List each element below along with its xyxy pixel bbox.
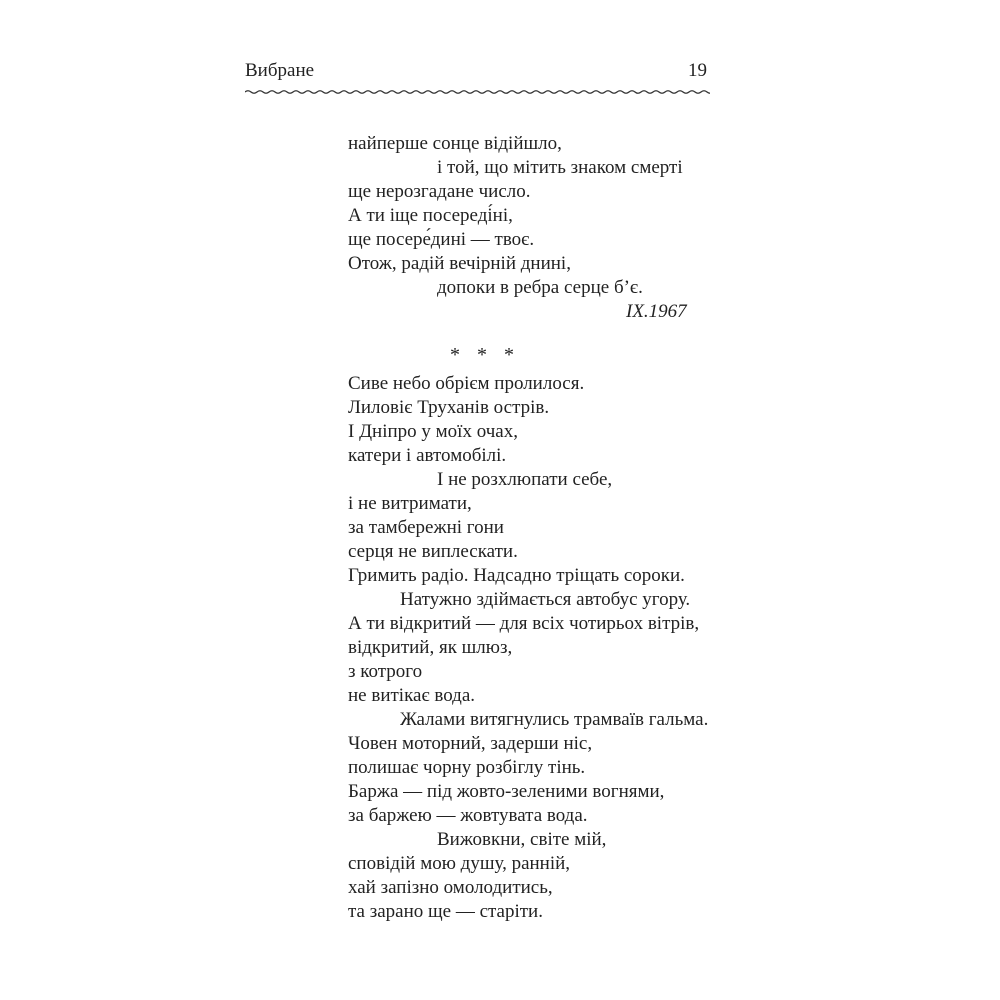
- poem2-line: за тамбережні гони: [348, 517, 504, 538]
- poem1-line: і той, що мітить знаком смерті: [437, 157, 683, 178]
- wavy-header-rule: [245, 86, 710, 98]
- page-number: 19: [688, 60, 707, 81]
- poem2-line: за баржею — жовтувата вода.: [348, 805, 588, 826]
- poem2-line: І не розхлюпати себе,: [437, 469, 613, 490]
- poem2-line: Вижовкни, світе мій,: [437, 829, 607, 850]
- poem2-line: Човен моторний, задерши ніс,: [348, 733, 593, 754]
- poem2-line: Гримить радіо. Надсадно тріщать сороки.: [348, 565, 685, 586]
- poem1-line: допоки в ребра серце б’є.: [437, 277, 643, 298]
- poem2-line: Жалами витягнулись трамваїв гальма.: [400, 709, 709, 730]
- poem2-line: полишає чорну розбіглу тінь.: [348, 757, 586, 778]
- poem2-line: та зарано ще — старіти.: [348, 901, 543, 922]
- poem2-line: Натужно здіймається автобус угору.: [400, 589, 691, 610]
- poem1-line: ще нерозгадане число.: [348, 181, 531, 202]
- section-separator: * * *: [450, 344, 520, 366]
- poem2-line: сповідій мою душу, ранній,: [348, 853, 571, 874]
- poem2-line: хай запізно омолодитись,: [348, 877, 553, 898]
- poem1-line: Отож, радій вечірній днині,: [348, 253, 571, 274]
- poem2-line: катери і автомобілі.: [348, 445, 507, 466]
- poem2-line: не витікає вода.: [348, 685, 475, 706]
- running-header-title: Вибране: [245, 60, 315, 81]
- poem2-line: І Дніпро у моїх очах,: [348, 421, 518, 442]
- poem1-line: ще посере́дині — твоє.: [348, 229, 535, 250]
- poem1-line: найперше сонце відійшло,: [348, 133, 562, 154]
- poem2-line: з котрого: [348, 661, 423, 682]
- poem2-line: Лиловіє Труханів острів.: [348, 397, 550, 418]
- poem1-line: А ти іще посереді́ні,: [348, 205, 513, 226]
- poem2-line: відкритий, як шлюз,: [348, 637, 513, 658]
- poem2-line: Баржа — під жовто-зеленими вогнями,: [348, 781, 665, 802]
- poem1-date: IX.1967: [626, 301, 687, 322]
- poem2-line: серця не виплескати.: [348, 541, 518, 562]
- poem2-line: Сиве небо обрієм пролилося.: [348, 373, 585, 394]
- poem2-line: і не витримати,: [348, 493, 472, 514]
- poem2-line: А ти відкритий — для всіх чотирьох вітрів,: [348, 613, 700, 634]
